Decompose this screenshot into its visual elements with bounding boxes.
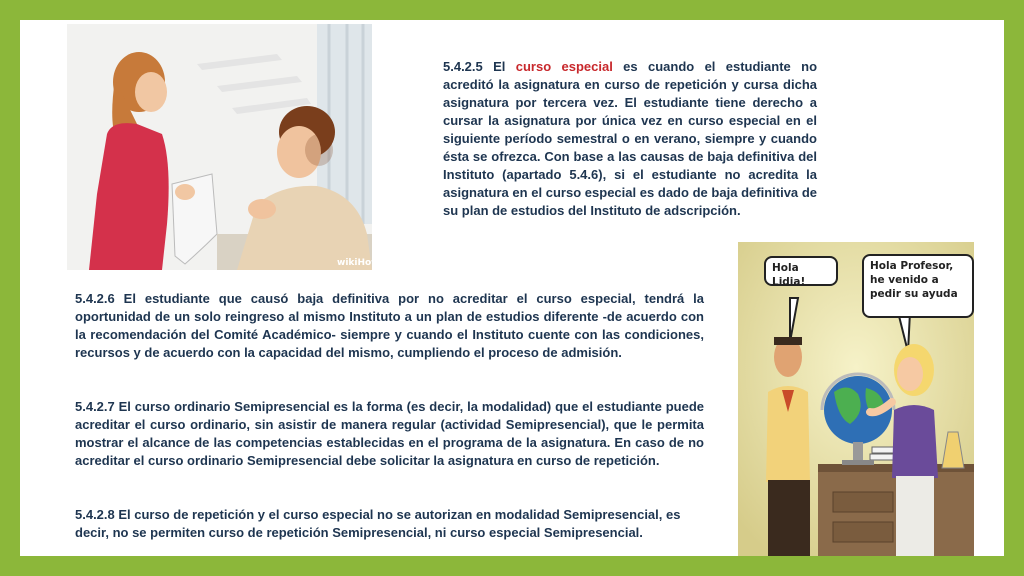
speech-bubble-professor: Hola Lidia! [764, 256, 838, 286]
wikihow-watermark: wikiHow [337, 258, 380, 268]
highlight-curso-especial: curso especial [515, 59, 613, 74]
paragraph-5-4-2-5-rest: es cuando el estudiante no acreditó la asignatura en curso de repetición y cursa dicha asignatura por tercera vez. El estudiante tiene derecho a cursar la asignatura por única vez en curso especial en el siguiente período semestral o en verano, siempre y cuando ésta se ofrezca. Con base a las causas de baja definitiva del Instituto (apartado 5.4.6), si el estudiante no acredita la asignatura en el curso especial es dado de baja definitiva de su plan de estudios del Instituto de adscripción. [443, 59, 818, 218]
slide [20, 20, 1004, 556]
paragraph-5-4-2-8: 5.4.2.8 El curso de repetición y el curso especial no se autorizan en modalidad Semipresencial, es decir, no se permiten curso de repetición Semipresencial, ni curso especial Semipresencial. [75, 507, 681, 540]
illustration-professor-cartoon [738, 242, 974, 556]
paragraph-5-4-2-6: 5.4.2.6 El estudiante que causó baja definitiva por no acreditar el curso especial, tendrá la oportunidad de un solo reingreso al mismo Instituto a un plan de estudios diferente -de acuerdo con la recomendación del Comité Académico- siempre y cuando el Instituto cuente con las condiciones, recursos y de acuerdo con la capacidad del mismo, cumpliendo el proceso de admisión. [75, 291, 704, 360]
paragraph-5-4-2-7: 5.4.2.7 El curso ordinario Semipresencial es la forma (es decir, la modalidad) que el estudiante puede acreditar el curso ordinario, sin asistir de manera regular (actividad Semipresencial), que le permita mostrar el alcance de las competencias establecidas en el programa de la asignatura. En caso de no acreditar el curso ordinario Semipresencial debe solicitar la asignatura en curso de repetición. [75, 399, 704, 468]
speech-bubble-student: Hola Profesor, he venido a pedir su ayuda [862, 254, 974, 318]
paragraph-5-4-2-5-prefix: 5.4.2.5 El [443, 59, 516, 74]
illustration-office-conversation [67, 24, 380, 270]
paragraph-5-4-2-5 [443, 58, 817, 220]
office-scene-image [67, 24, 380, 270]
